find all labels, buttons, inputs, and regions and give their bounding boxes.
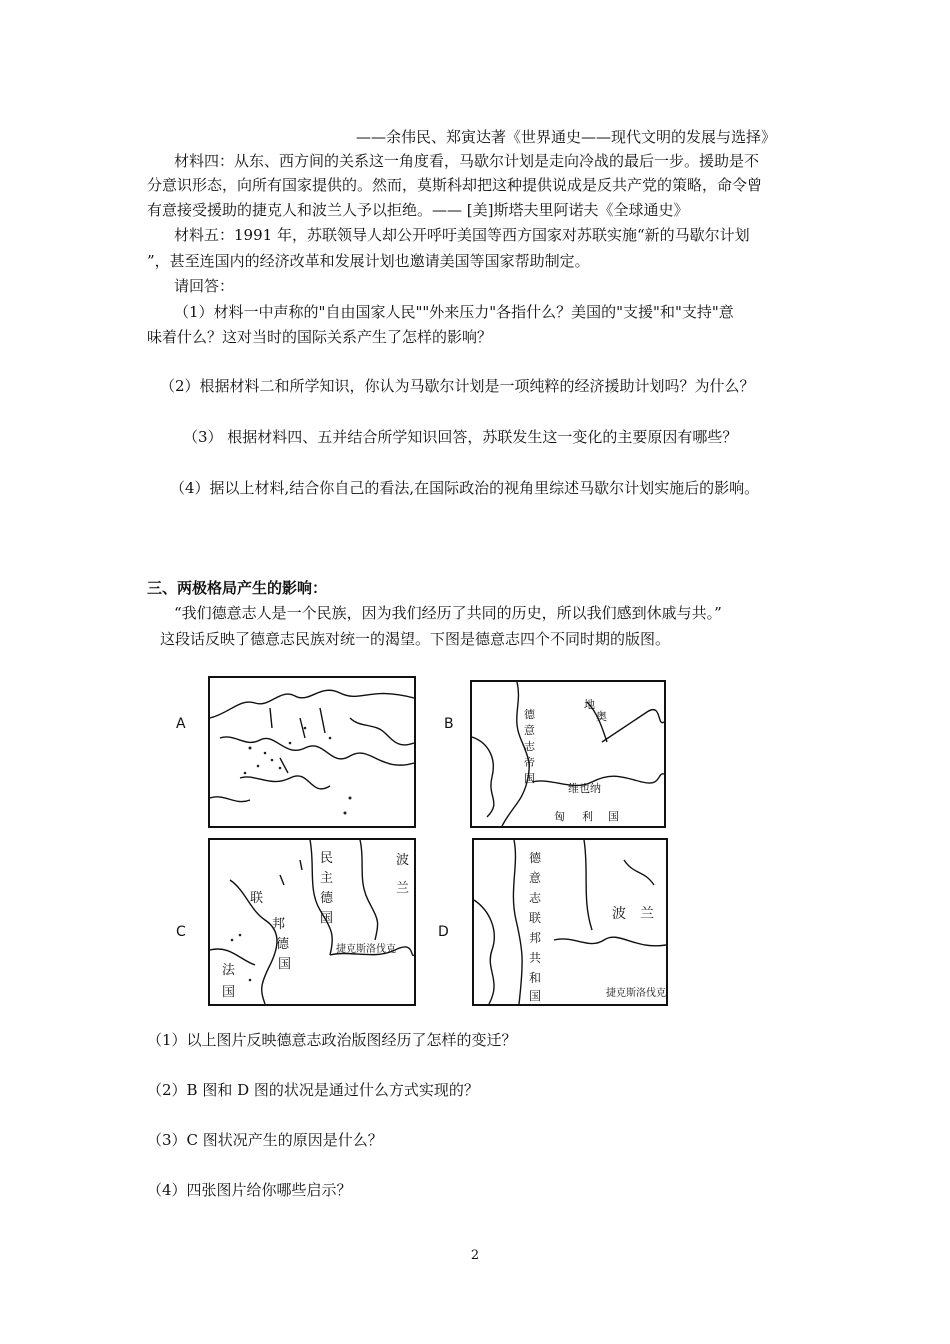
- map-a-letter: A: [176, 716, 186, 732]
- map-a-drawing: [210, 678, 414, 826]
- map-b-label: 奥: [596, 710, 607, 723]
- map-c-label: 邦: [272, 917, 286, 932]
- quote: “我们德意志人是一个民族，因为我们经历了共同的历史，所以我们感到休戚与共。”: [174, 604, 722, 622]
- map-b-label: 匈: [554, 810, 565, 823]
- map-c-label: 德: [276, 937, 290, 952]
- map-b-drawing: [472, 682, 664, 826]
- map-a: [208, 676, 416, 828]
- map-c-drawing: [210, 840, 414, 1004]
- map-c-label: 兰: [396, 881, 410, 896]
- material-four-line-1: 材料四：从东、西方间的关系这一角度看，马歇尔计划是走向冷战的最后一步。援助是不: [174, 152, 760, 170]
- question-3: （3） 根据材料四、五并结合所学知识回答，苏联发生这一变化的主要原因有哪些？: [183, 428, 738, 446]
- map-c-label: 法: [222, 963, 236, 978]
- map-c-label: 民: [320, 851, 334, 866]
- question-4: （4）据以上材料,结合你自己的看法,在国际政治的视角里综述马歇尔计划实施后的影响。: [170, 479, 760, 497]
- map-d-label: 和: [529, 971, 542, 985]
- map-d-drawing: [474, 840, 666, 1004]
- material-four-line-2: 分意识形态，向所有国家提供的。然而，莫斯科却把这种提供说成是反共产党的策略，命令曾: [147, 176, 763, 194]
- map-b-label: 利: [582, 810, 593, 823]
- map-b-label: 维也纳: [568, 782, 601, 795]
- map-b-label: 志: [524, 740, 535, 753]
- map-c-label: 联: [250, 891, 264, 906]
- material-five-line-1: 材料五：1991 年，苏联领导人却公开呼吁美国等西方国家对苏联实施“新的马歇尔计划: [174, 226, 750, 244]
- map-d-label: 国: [529, 989, 542, 1003]
- please-answer: 请回答：: [174, 277, 235, 295]
- material-four-line-3: 有意接受援助的捷克人和波兰人予以拒绝。—— [美]斯塔夫里阿诺夫《全球通史》: [147, 201, 689, 219]
- map-c-label: 国: [320, 911, 334, 926]
- map-question-1: （1）以上图片反映德意志政治版图经历了怎样的变迁？: [147, 1031, 517, 1049]
- map-d-label: 捷克斯洛伐克: [606, 988, 666, 999]
- map-d: [472, 838, 668, 1006]
- question-1-line-1: （1）材料一中声称的"自由国家人民""外来压力"各指什么？美国的"支援"和"支持"意: [174, 303, 734, 321]
- map-d-label: 联: [529, 911, 542, 925]
- map-question-2: （2）B 图和 D 图的状况是通过什么方式实现的？: [147, 1081, 479, 1099]
- map-b: [470, 680, 666, 828]
- map-d-label: 意: [529, 871, 542, 885]
- map-c-label: 捷克斯洛伐克: [336, 944, 396, 955]
- map-b-label: 帝: [524, 756, 535, 769]
- map-question-3: （3）C 图状况产生的原因是什么？: [147, 1131, 383, 1149]
- map-b-label: 国: [524, 772, 535, 785]
- map-c-label: 国: [222, 985, 236, 1000]
- map-d-label: 邦: [529, 931, 542, 945]
- map-b-label: 意: [524, 724, 535, 737]
- map-d-letter: D: [438, 924, 449, 940]
- map-c-label: 德: [320, 891, 334, 906]
- question-1-line-2: 味着什么？这对当时的国际关系产生了怎样的影响？: [147, 328, 493, 346]
- map-d-label: 波: [612, 906, 626, 922]
- section-intro: 这段话反映了德意志民族对统一的渴望。下图是德意志四个不同时期的版图。: [160, 630, 671, 648]
- section-heading: 三、两极格局产生的影响：: [147, 579, 328, 597]
- map-c-letter: C: [176, 924, 186, 940]
- map-d-label: 德: [529, 851, 542, 865]
- page-number: 2: [470, 1248, 480, 1263]
- map-c-label: 主: [320, 871, 334, 886]
- map-c: [208, 838, 416, 1006]
- map-b-label: 德: [524, 708, 535, 721]
- source-citation: ——余伟民、郑寅达著《世界通史——现代文明的发展与选择》: [356, 128, 777, 146]
- map-d-label: 兰: [640, 906, 654, 922]
- map-b-label: 国: [608, 810, 619, 823]
- question-2: （2）根据材料二和所学知识，你认为马歇尔计划是一项纯粹的经济援助计划吗？为什么？: [160, 377, 755, 395]
- map-d-label: 共: [529, 951, 542, 965]
- map-b-letter: B: [444, 716, 454, 732]
- map-b-label: 地: [584, 698, 595, 711]
- map-question-4: （4）四张图片给你哪些启示？: [147, 1181, 352, 1199]
- map-d-label: 志: [529, 891, 542, 905]
- map-c-label: 波: [396, 853, 410, 868]
- material-five-line-2: ”，甚至连国内的经济改革和发展计划也邀请美国等国家帮助制定。: [147, 252, 590, 270]
- map-c-label: 国: [278, 957, 292, 972]
